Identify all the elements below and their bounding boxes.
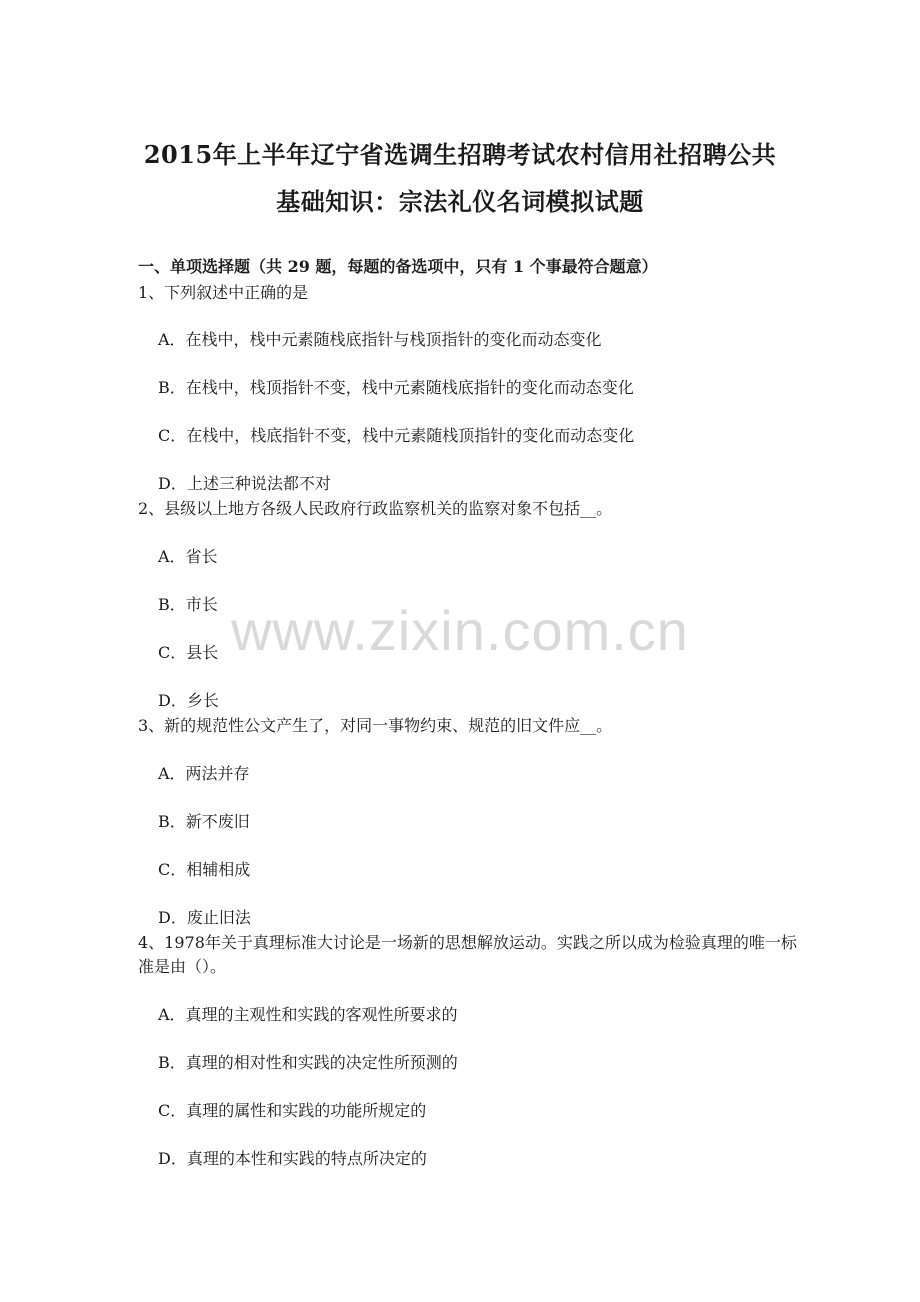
watermark: www.zixin.com.cn (231, 599, 689, 662)
question-3: 3、新的规范性公文产生了，对同一事物约束、规范的旧文件应__。 (138, 716, 613, 735)
question-3-option-a: A．两法并存 (158, 764, 250, 783)
question-2-option-c: C．县长 (158, 643, 219, 662)
question-4-option-d: D．真理的本性和实践的特点所决定的 (158, 1149, 427, 1168)
question-4-option-a: A．真理的主观性和实践的客观性所要求的 (158, 1005, 458, 1024)
question-3-option-b: B．新不废旧 (158, 812, 250, 831)
question-4-option-c: C．真理的属性和实践的功能所规定的 (158, 1101, 427, 1120)
question-2-option-a: A．省长 (158, 547, 218, 566)
question-2: 2、县级以上地方各级人民政府行政监察机关的监察对象不包括__。 (138, 499, 613, 518)
question-1-option-d: D．上述三种说法都不对 (158, 474, 331, 493)
question-3-option-c: C．相辅相成 (158, 860, 251, 879)
question-1-option-b: B．在栈中，栈顶指针不变，栈中元素随栈底指针的变化而动态变化 (158, 378, 634, 397)
question-2-option-d: D．乡长 (158, 691, 219, 710)
question-4: 4、1978年关于真理标准大讨论是一场新的思想解放运动。实践之所以成为检验真理的唯一标准是由（）。 (138, 933, 797, 976)
question-4-option-b: B．真理的相对性和实践的决定性所预测的 (158, 1053, 458, 1072)
question-1-option-a: A．在栈中，栈中元素随栈底指针与栈顶指针的变化而动态变化 (158, 330, 602, 349)
question-1: 1、下列叙述中正确的是 (138, 283, 309, 302)
section-heading: 一、单项选择题（共 29 题，每题的备选项中，只有 1 个事最符合题意） (138, 257, 658, 276)
document-title-line-2: 基础知识：宗法礼仪名词模拟试题 (276, 187, 644, 216)
question-2-option-b: B．市长 (158, 595, 218, 614)
question-3-option-d: D．废止旧法 (158, 908, 251, 927)
document-title-line-1: 2015年上半年辽宁省选调生招聘考试农村信用社招聘公共 (143, 140, 777, 169)
question-1-option-c: C．在栈中，栈底指针不变，栈中元素随栈顶指针的变化而动态变化 (158, 426, 635, 445)
